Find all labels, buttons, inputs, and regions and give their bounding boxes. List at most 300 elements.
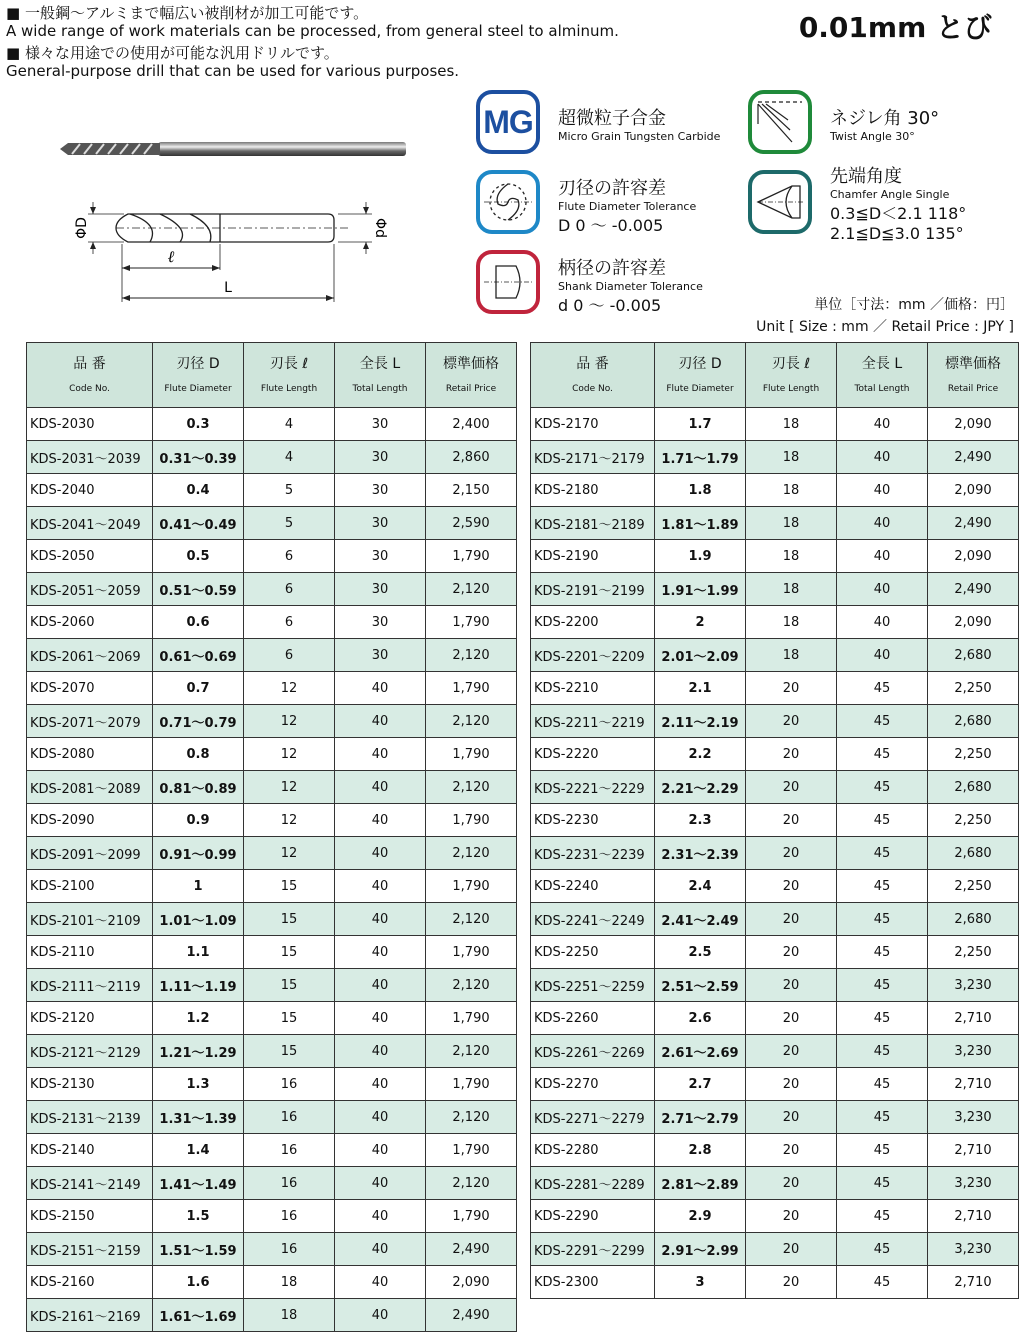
cell-total-length: 30: [335, 639, 426, 672]
cell-retail-price: 2,680: [928, 837, 1019, 870]
cell-total-length: 40: [335, 1101, 426, 1134]
table-row: [531, 1167, 1019, 1200]
col-header-label-jp: 標準価格: [945, 356, 1001, 372]
table-row: [531, 870, 1019, 903]
cell-flute-diameter: 1.71～1.79: [655, 441, 746, 474]
cell-total-length: 45: [837, 870, 928, 903]
dim-shank-diameter-label: Φd: [372, 218, 388, 238]
table-row: [27, 870, 517, 903]
cell-flute-diameter: 0.31～0.39: [153, 441, 244, 474]
cell-retail-price: 1,790: [426, 1200, 517, 1233]
spec-chamfer-jp: 先端角度: [830, 166, 902, 187]
cell-flute-length: 16: [244, 1167, 335, 1200]
cell-code: KDS-2171～2179: [531, 441, 655, 474]
cell-code: KDS-2060: [27, 606, 153, 639]
table-row: [27, 1101, 517, 1134]
table-row: [27, 903, 517, 936]
table-row: [531, 771, 1019, 804]
table-row: [531, 1233, 1019, 1266]
cell-code: KDS-2271～2279: [531, 1101, 655, 1134]
table-row: [27, 1200, 517, 1233]
col-header-label-en: Total Length: [854, 384, 910, 394]
spec-material: [558, 104, 720, 143]
cell-flute-length: 20: [746, 936, 837, 969]
table-header-row: [27, 343, 517, 408]
drill-photo: [58, 132, 408, 166]
cell-retail-price: 3,230: [928, 1035, 1019, 1068]
feature-line-2-en: General-purpose drill that can be used for various purposes.: [6, 62, 460, 80]
cell-flute-diameter: 1.21～1.29: [153, 1035, 244, 1068]
cell-code: KDS-2031～2039: [27, 441, 153, 474]
cell-total-length: 45: [837, 705, 928, 738]
table-row: [531, 1101, 1019, 1134]
cell-flute-diameter: 2.81～2.89: [655, 1167, 746, 1200]
cell-flute-length: 20: [746, 969, 837, 1002]
spec-chamfer-en: Chamfer Angle Single: [830, 188, 950, 201]
cell-code: KDS-2041～2049: [27, 507, 153, 540]
cell-flute-diameter: 2.5: [655, 936, 746, 969]
cell-code: KDS-2121～2129: [27, 1035, 153, 1068]
cell-total-length: 30: [335, 408, 426, 441]
cell-total-length: 40: [335, 804, 426, 837]
table-row: [531, 1002, 1019, 1035]
cell-retail-price: 2,090: [928, 540, 1019, 573]
cell-total-length: 30: [335, 441, 426, 474]
table-row: [531, 507, 1019, 540]
table-row: [531, 705, 1019, 738]
cell-total-length: 40: [837, 606, 928, 639]
cell-flute-diameter: 1.8: [655, 474, 746, 507]
cell-flute-length: 5: [244, 474, 335, 507]
table-row: [27, 606, 517, 639]
cell-flute-diameter: 2.51～2.59: [655, 969, 746, 1002]
cell-flute-length: 6: [244, 606, 335, 639]
chamfer-angle-icon: [748, 170, 812, 234]
cell-code: KDS-2070: [27, 672, 153, 705]
cell-flute-length: 16: [244, 1101, 335, 1134]
cell-retail-price: 2,120: [426, 837, 517, 870]
cell-flute-diameter: 2.9: [655, 1200, 746, 1233]
cell-flute-length: 15: [244, 903, 335, 936]
cell-flute-length: 20: [746, 870, 837, 903]
cell-retail-price: 3,230: [928, 1233, 1019, 1266]
cell-total-length: 40: [335, 837, 426, 870]
table-row: [531, 1035, 1019, 1068]
cell-flute-length: 5: [244, 507, 335, 540]
cell-flute-length: 20: [746, 1035, 837, 1068]
table-row: [27, 738, 517, 771]
cell-retail-price: 2,680: [928, 903, 1019, 936]
cell-code: KDS-2151～2159: [27, 1233, 153, 1266]
cell-flute-length: 12: [244, 672, 335, 705]
cell-flute-length: 18: [244, 1266, 335, 1299]
cell-total-length: 40: [335, 1002, 426, 1035]
cell-flute-diameter: 2.91～2.99: [655, 1233, 746, 1266]
cell-retail-price: 2,120: [426, 771, 517, 804]
drill-dimension-diagram: [60, 196, 420, 306]
cell-total-length: 40: [335, 1200, 426, 1233]
spec-twist-angle: [830, 104, 939, 143]
cell-flute-length: 15: [244, 1035, 335, 1068]
cell-flute-length: 20: [746, 1068, 837, 1101]
cell-total-length: 30: [335, 606, 426, 639]
cell-retail-price: 1,790: [426, 936, 517, 969]
cell-flute-length: 15: [244, 936, 335, 969]
cell-code: KDS-2181～2189: [531, 507, 655, 540]
cell-flute-length: 18: [746, 507, 837, 540]
col-header-label-en: Total Length: [352, 384, 408, 394]
spec-twist-jp: ネジレ角 30°: [830, 108, 940, 129]
cell-flute-diameter: 3: [655, 1266, 746, 1299]
cell-retail-price: 2,090: [928, 408, 1019, 441]
col-header-label-jp: 刃長 ℓ: [269, 356, 309, 372]
cell-retail-price: 2,710: [928, 1068, 1019, 1101]
cell-code: KDS-2230: [531, 804, 655, 837]
col-header-label-en: Retail Price: [445, 384, 497, 394]
col-header-flute-diameter: [153, 343, 244, 408]
flute-tolerance-icon: [476, 170, 540, 234]
cell-retail-price: 2,680: [928, 705, 1019, 738]
spec-flute-tolerance: [558, 174, 696, 236]
cell-flute-diameter: 0.81～0.89: [153, 771, 244, 804]
cell-total-length: 40: [335, 903, 426, 936]
cell-flute-length: 4: [244, 408, 335, 441]
cell-retail-price: 2,120: [426, 1167, 517, 1200]
cell-retail-price: 2,250: [928, 870, 1019, 903]
cell-flute-diameter: 1.31～1.39: [153, 1101, 244, 1134]
cell-flute-diameter: 2.7: [655, 1068, 746, 1101]
cell-flute-diameter: 0.91～0.99: [153, 837, 244, 870]
col-header-label-jp: 品 番: [73, 356, 106, 372]
cell-flute-diameter: 0.3: [153, 408, 244, 441]
cell-code: KDS-2191～2199: [531, 573, 655, 606]
cell-flute-diameter: 0.41～0.49: [153, 507, 244, 540]
col-header-label-en: Flute Diameter: [666, 384, 734, 394]
cell-total-length: 40: [837, 408, 928, 441]
cell-flute-diameter: 1.1: [153, 936, 244, 969]
cell-flute-length: 18: [746, 606, 837, 639]
col-header-label-jp: 刃径 D: [176, 356, 220, 372]
spec-flute-tol-value: D 0 ～ -0.005: [558, 216, 664, 235]
cell-total-length: 40: [335, 969, 426, 1002]
table-row: [27, 1299, 517, 1332]
cell-code: KDS-2280: [531, 1134, 655, 1167]
cell-total-length: 45: [837, 771, 928, 804]
col-header-flute-length: [746, 343, 837, 408]
cell-flute-diameter: 2.3: [655, 804, 746, 837]
cell-total-length: 45: [837, 1266, 928, 1299]
cell-total-length: 45: [837, 1101, 928, 1134]
cell-retail-price: 2,250: [928, 936, 1019, 969]
cell-flute-diameter: 2: [655, 606, 746, 639]
cell-flute-length: 20: [746, 738, 837, 771]
cell-flute-length: 20: [746, 1233, 837, 1266]
twist-angle-icon: [748, 90, 812, 154]
spec-material-en: Micro Grain Tungsten Carbide: [558, 130, 721, 143]
cell-retail-price: 2,710: [928, 1200, 1019, 1233]
cell-flute-length: 15: [244, 870, 335, 903]
cell-total-length: 45: [837, 804, 928, 837]
cell-total-length: 40: [335, 1167, 426, 1200]
table-row: [531, 540, 1019, 573]
cell-code: KDS-2180: [531, 474, 655, 507]
table-row: [27, 1134, 517, 1167]
cell-flute-length: 6: [244, 639, 335, 672]
cell-total-length: 40: [335, 1068, 426, 1101]
cell-code: KDS-2251～2259: [531, 969, 655, 1002]
col-header-flute-diameter: [655, 343, 746, 408]
cell-retail-price: 2,250: [928, 672, 1019, 705]
cell-flute-length: 20: [746, 705, 837, 738]
cell-code: KDS-2061～2069: [27, 639, 153, 672]
table-row: [27, 1266, 517, 1299]
table-row: [27, 1035, 517, 1068]
cell-total-length: 40: [837, 540, 928, 573]
table-row: [27, 408, 517, 441]
cell-flute-length: 20: [746, 672, 837, 705]
cell-flute-diameter: 2.21～2.29: [655, 771, 746, 804]
cell-code: KDS-2050: [27, 540, 153, 573]
cell-flute-diameter: 1.7: [655, 408, 746, 441]
cell-code: KDS-2290: [531, 1200, 655, 1233]
cell-flute-length: 15: [244, 1002, 335, 1035]
table-row: [27, 441, 517, 474]
cell-flute-length: 20: [746, 1101, 837, 1134]
cell-flute-length: 12: [244, 738, 335, 771]
cell-total-length: 40: [837, 474, 928, 507]
cell-flute-length: 20: [746, 771, 837, 804]
col-header-label-en: Retail Price: [947, 384, 999, 394]
cell-retail-price: 1,790: [426, 672, 517, 705]
cell-flute-diameter: 1.01～1.09: [153, 903, 244, 936]
cell-code: KDS-2030: [27, 408, 153, 441]
col-header-retail-price: [426, 343, 517, 408]
cell-flute-length: 12: [244, 771, 335, 804]
cell-code: KDS-2100: [27, 870, 153, 903]
cell-retail-price: 2,710: [928, 1134, 1019, 1167]
table-row: [531, 738, 1019, 771]
table-row: [531, 474, 1019, 507]
cell-code: KDS-2071～2079: [27, 705, 153, 738]
cell-retail-price: 3,230: [928, 969, 1019, 1002]
cell-flute-length: 16: [244, 1233, 335, 1266]
cell-total-length: 45: [837, 1002, 928, 1035]
cell-total-length: 45: [837, 936, 928, 969]
cell-code: KDS-2231～2239: [531, 837, 655, 870]
cell-code: KDS-2150: [27, 1200, 153, 1233]
spec-shank-tol-en: Shank Diameter Tolerance: [558, 280, 703, 293]
cell-total-length: 40: [335, 1299, 426, 1332]
cell-retail-price: 2,250: [928, 804, 1019, 837]
cell-flute-length: 18: [746, 408, 837, 441]
cell-code: KDS-2300: [531, 1266, 655, 1299]
cell-code: KDS-2250: [531, 936, 655, 969]
cell-flute-diameter: 1: [153, 870, 244, 903]
cell-retail-price: 2,490: [928, 441, 1019, 474]
cell-flute-length: 20: [746, 804, 837, 837]
col-header-label-en: Flute Diameter: [164, 384, 232, 394]
cell-retail-price: 2,090: [928, 606, 1019, 639]
unit-note-jp: 単位［寸法：mm ／価格：円］: [814, 297, 1014, 313]
cell-retail-price: 2,120: [426, 903, 517, 936]
table-row: [27, 1002, 517, 1035]
table-header-row: [531, 343, 1019, 408]
cell-flute-diameter: 2.8: [655, 1134, 746, 1167]
table-row: [27, 573, 517, 606]
table-row: [27, 1233, 517, 1266]
cell-retail-price: 2,490: [426, 1299, 517, 1332]
spec-twist-en: Twist Angle 30°: [830, 130, 915, 143]
cell-flute-diameter: 0.6: [153, 606, 244, 639]
dim-total-length-label: L: [224, 280, 232, 296]
col-header-label-jp: 全長 L: [861, 356, 903, 372]
col-header-code: [531, 343, 655, 408]
cell-retail-price: 1,790: [426, 1134, 517, 1167]
feature-line-1-en: A wide range of work materials can be processed, from general steel to alminum.: [6, 22, 619, 40]
cell-flute-diameter: 1.6: [153, 1266, 244, 1299]
table-row: [531, 1266, 1019, 1299]
col-header-retail-price: [928, 343, 1019, 408]
cell-retail-price: 2,120: [426, 705, 517, 738]
cell-code: KDS-2221～2229: [531, 771, 655, 804]
table-row: [27, 1068, 517, 1101]
cell-total-length: 45: [837, 1134, 928, 1167]
col-header-label-jp: 全長 L: [359, 356, 401, 372]
cell-total-length: 45: [837, 969, 928, 1002]
cell-code: KDS-2141～2149: [27, 1167, 153, 1200]
cell-code: KDS-2120: [27, 1002, 153, 1035]
cell-flute-diameter: 2.2: [655, 738, 746, 771]
table-row: [27, 507, 517, 540]
cell-total-length: 40: [335, 1134, 426, 1167]
feature-line-1-jp: ■ 一般鋼～アルミまで幅広い被削材が加工可能です。: [6, 4, 369, 22]
cell-retail-price: 2,680: [928, 771, 1019, 804]
cell-total-length: 30: [335, 573, 426, 606]
cell-retail-price: 2,490: [928, 507, 1019, 540]
cell-total-length: 40: [837, 441, 928, 474]
feature-line-2-jp: ■ 様々な用途での使用が可能な汎用ドリルです。: [6, 44, 339, 62]
cell-code: KDS-2260: [531, 1002, 655, 1035]
cell-flute-length: 18: [746, 639, 837, 672]
cell-flute-diameter: 0.61～0.69: [153, 639, 244, 672]
table-row: [27, 969, 517, 1002]
table-row: [531, 903, 1019, 936]
cell-code: KDS-2140: [27, 1134, 153, 1167]
table-row: [27, 639, 517, 672]
cell-flute-diameter: 1.51～1.59: [153, 1233, 244, 1266]
table-row: [27, 540, 517, 573]
cell-retail-price: 2,120: [426, 573, 517, 606]
cell-flute-diameter: 0.51～0.59: [153, 573, 244, 606]
col-header-label-en: Code No.: [69, 384, 110, 394]
cell-retail-price: 2,710: [928, 1266, 1019, 1299]
cell-total-length: 45: [837, 1068, 928, 1101]
cell-total-length: 40: [335, 1266, 426, 1299]
cell-retail-price: 2,090: [928, 474, 1019, 507]
cell-flute-diameter: 0.5: [153, 540, 244, 573]
cell-total-length: 40: [335, 870, 426, 903]
col-header-label-jp: 品 番: [576, 356, 609, 372]
table-row: [531, 573, 1019, 606]
cell-flute-length: 6: [244, 540, 335, 573]
cell-total-length: 45: [837, 672, 928, 705]
cell-code: KDS-2291～2299: [531, 1233, 655, 1266]
col-header-total-length: [837, 343, 928, 408]
cell-flute-diameter: 2.6: [655, 1002, 746, 1035]
cell-flute-length: 20: [746, 1200, 837, 1233]
spec-shank-tol-value: d 0 ～ -0.005: [558, 296, 662, 315]
cell-retail-price: 2,090: [426, 1266, 517, 1299]
cell-retail-price: 2,860: [426, 441, 517, 474]
cell-total-length: 45: [837, 738, 928, 771]
cell-code: KDS-2101～2109: [27, 903, 153, 936]
cell-retail-price: 2,120: [426, 1101, 517, 1134]
cell-flute-length: 18: [746, 540, 837, 573]
table-row: [27, 474, 517, 507]
cell-flute-diameter: 1.11～1.19: [153, 969, 244, 1002]
cell-flute-diameter: 1.41～1.49: [153, 1167, 244, 1200]
cell-code: KDS-2091～2099: [27, 837, 153, 870]
cell-flute-length: 18: [244, 1299, 335, 1332]
cell-total-length: 45: [837, 1035, 928, 1068]
cell-retail-price: 2,150: [426, 474, 517, 507]
cell-code: KDS-2170: [531, 408, 655, 441]
cell-flute-length: 20: [746, 903, 837, 936]
spec-chamfer-value-1: 0.3≦D＜2.1 118°: [830, 204, 967, 223]
cell-code: KDS-2090: [27, 804, 153, 837]
cell-code: KDS-2111～2119: [27, 969, 153, 1002]
cell-flute-length: 16: [244, 1068, 335, 1101]
cell-flute-length: 12: [244, 837, 335, 870]
cell-flute-diameter: 0.4: [153, 474, 244, 507]
col-header-label-en: Flute Length: [260, 384, 318, 394]
cell-flute-diameter: 1.2: [153, 1002, 244, 1035]
cell-retail-price: 1,790: [426, 738, 517, 771]
cell-flute-diameter: 2.1: [655, 672, 746, 705]
cell-total-length: 40: [335, 1233, 426, 1266]
cell-flute-length: 20: [746, 1134, 837, 1167]
cell-retail-price: 1,790: [426, 540, 517, 573]
col-header-total-length: [335, 343, 426, 408]
cell-code: KDS-2080: [27, 738, 153, 771]
cell-total-length: 40: [335, 672, 426, 705]
cell-retail-price: 1,790: [426, 606, 517, 639]
col-header-label-en: Flute Length: [762, 384, 820, 394]
dim-flute-diameter-label: ΦD: [74, 217, 90, 239]
cell-flute-length: 18: [746, 474, 837, 507]
cell-flute-diameter: 2.11～2.19: [655, 705, 746, 738]
cell-total-length: 40: [837, 507, 928, 540]
cell-flute-length: 20: [746, 1266, 837, 1299]
col-header-label-jp: 刃径 D: [678, 356, 722, 372]
cell-code: KDS-2281～2289: [531, 1167, 655, 1200]
cell-flute-diameter: 0.71～0.79: [153, 705, 244, 738]
cell-total-length: 40: [335, 771, 426, 804]
cell-code: KDS-2160: [27, 1266, 153, 1299]
cell-total-length: 45: [837, 837, 928, 870]
cell-retail-price: 2,250: [928, 738, 1019, 771]
cell-code: KDS-2130: [27, 1068, 153, 1101]
cell-retail-price: 2,490: [928, 573, 1019, 606]
cell-flute-diameter: 2.41～2.49: [655, 903, 746, 936]
cell-code: KDS-2240: [531, 870, 655, 903]
cell-code: KDS-2040: [27, 474, 153, 507]
cell-flute-diameter: 1.9: [655, 540, 746, 573]
cell-flute-length: 20: [746, 1167, 837, 1200]
cell-flute-diameter: 1.61～1.69: [153, 1299, 244, 1332]
cell-flute-diameter: 1.91～1.99: [655, 573, 746, 606]
cell-retail-price: 2,590: [426, 507, 517, 540]
